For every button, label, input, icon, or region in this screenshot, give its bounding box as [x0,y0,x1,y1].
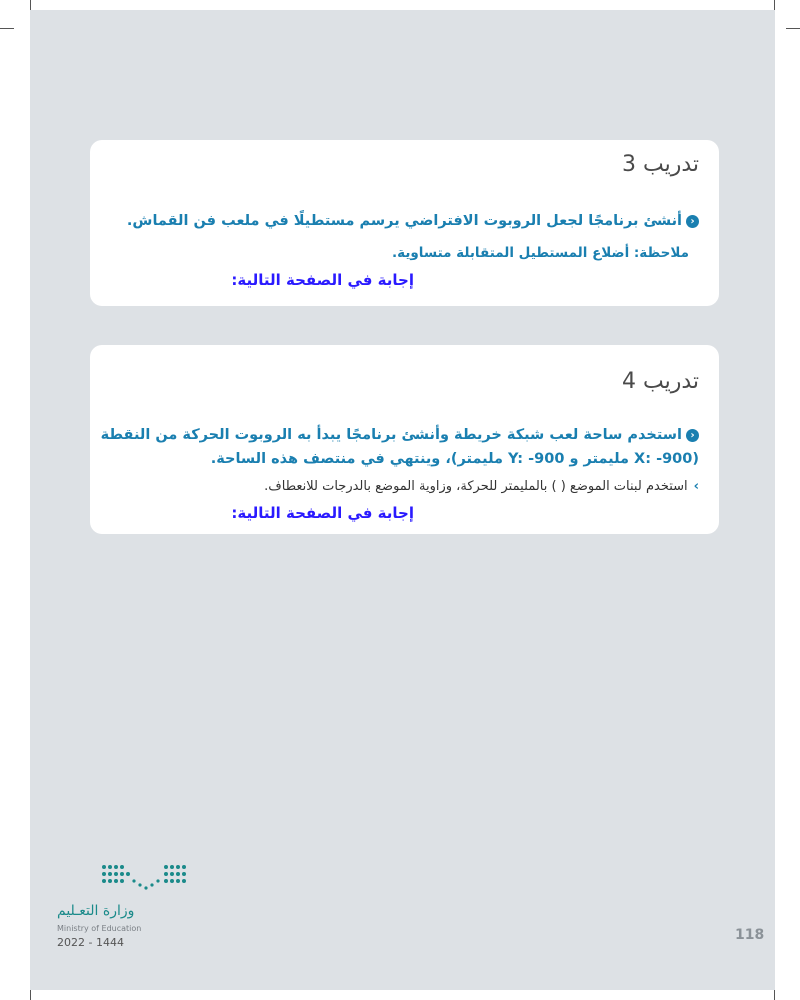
chevron-left-icon: ‹ [686,215,699,228]
exercise-3-title: تدريب 3 [621,152,699,177]
exercise-4-hint: ›استخدم لبنات الموضع ( ) بالمليمتر للحركة، وزاوية الموضع بالدرجات للانعطاف. [264,479,699,494]
ministry-name-arabic: وزارة التعـليم [57,903,135,919]
exercise-3-answer: إجابة في الصفحة التالية: [231,271,414,289]
crop-mark [0,28,14,29]
ministry-year: 2022 - 1444 [57,936,124,949]
ministry-name-english: Ministry of Education [57,924,142,933]
exercise-4-answer: إجابة في الصفحة التالية: [231,504,414,522]
ministry-logo-icon [100,863,190,897]
exercise-4-title: تدريب 4 [621,369,699,394]
exercise-4-card [90,345,719,534]
exercise-3-note: ملاحظة: أضلاع المستطيل المتقابلة متساوية. [392,245,689,261]
exercise-3-card [90,140,719,306]
crop-mark [786,28,800,29]
page-number: 118 [735,927,765,943]
page [30,10,775,990]
chevron-right-icon: › [693,479,699,494]
exercise-4-task-line-1: ‹استخدم ساحة لعب شبكة خريطة وأنشئ برنامجًا يبدأ به الروبوت الحركة من النقطة [101,427,699,443]
exercise-4-task-line-2: (X: -900 مليمتر و Y: -900 مليمتر)، وينتهي في منتصف هذه الساحة. [210,451,699,467]
exercise-3-task: ‹أنشئ برنامجًا لجعل الروبوت الافتراضي يرسم مستطيلًا في ملعب فن القماش. [127,213,699,229]
chevron-left-icon: ‹ [686,429,699,442]
